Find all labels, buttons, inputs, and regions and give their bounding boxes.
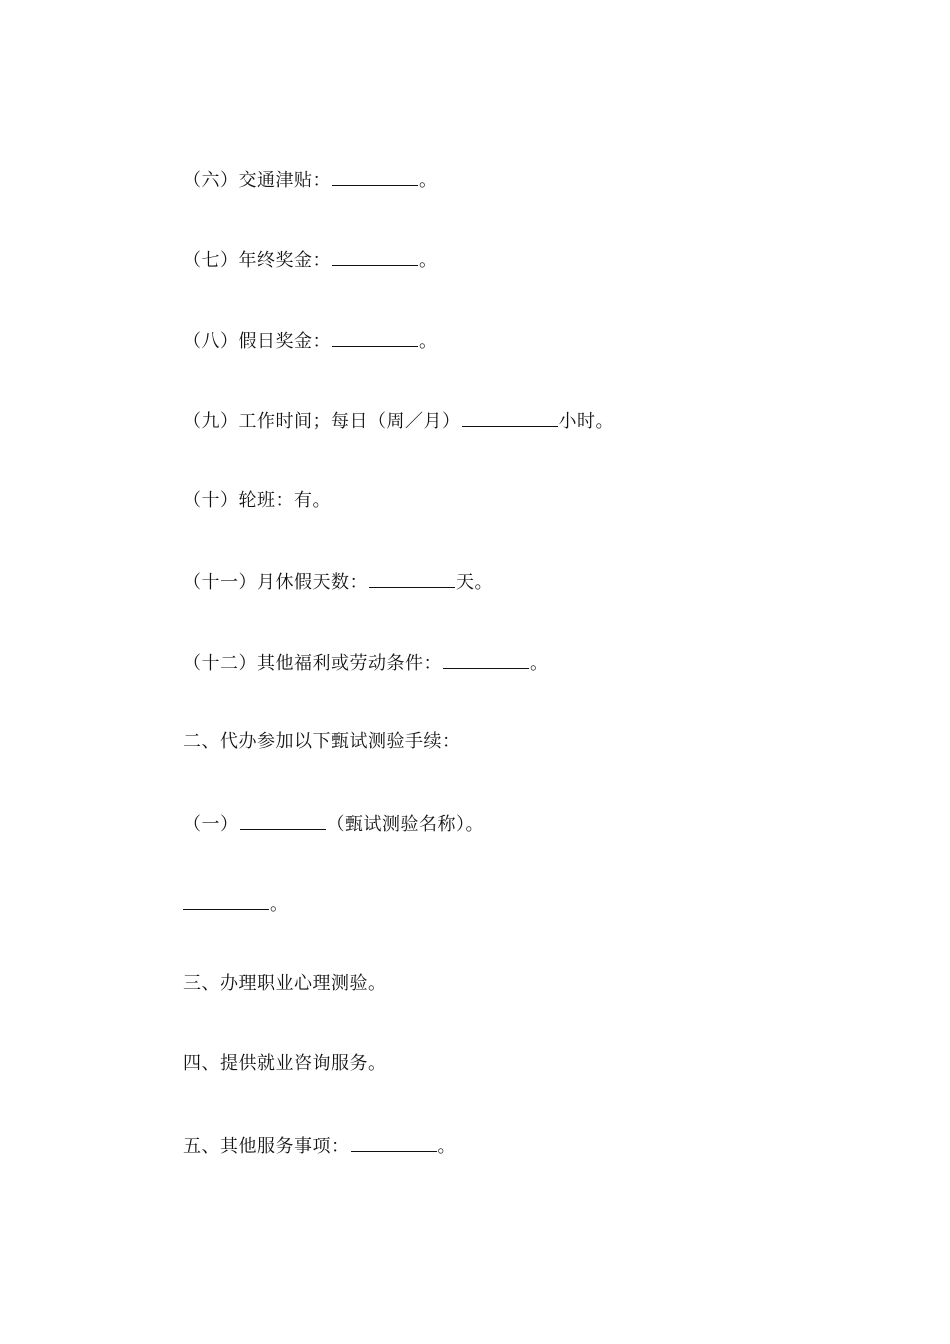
item-shift <box>183 489 331 513</box>
item-label: （十一）月休假天数： <box>183 572 368 593</box>
section-text: 三、办理职业心理测验。 <box>183 973 387 994</box>
item-suffix: 。 <box>530 653 549 674</box>
item-suffix: 天。 <box>456 572 493 593</box>
item-suffix: 。 <box>270 894 289 915</box>
item-label: （一） <box>183 814 239 835</box>
item-label: （九）工作时间；每日（周／月） <box>183 411 461 432</box>
section-three <box>183 972 387 996</box>
item-label: （七）年终奖金： <box>183 250 331 271</box>
section-text: 二、代办参加以下甄试测验手续： <box>183 731 461 752</box>
fill-blank[interactable] <box>332 328 418 347</box>
fill-blank[interactable] <box>462 408 558 427</box>
fill-blank[interactable] <box>240 811 326 830</box>
item-blank-line <box>183 891 289 917</box>
item-label: （六）交通津贴： <box>183 170 331 191</box>
item-suffix: 。 <box>419 331 438 352</box>
item-monthly-leave-days <box>183 569 493 595</box>
section-text: 四、提供就业咨询服务。 <box>183 1053 387 1074</box>
item-holiday-bonus <box>183 328 438 354</box>
item-suffix: （甄试测验名称）。 <box>326 814 484 835</box>
section-two-heading <box>183 730 461 754</box>
section-five <box>183 1133 456 1159</box>
item-suffix: 小时。 <box>558 411 614 432</box>
item-label: 五、其他服务事项： <box>183 1136 350 1157</box>
item-suffix: 。 <box>419 170 438 191</box>
item-label: （十二）其他福利或劳动条件： <box>183 653 442 674</box>
section-four <box>183 1052 387 1076</box>
fill-blank[interactable] <box>351 1133 437 1152</box>
item-year-end-bonus <box>183 247 438 273</box>
item-exam-name <box>183 811 484 837</box>
fill-blank[interactable] <box>183 891 269 910</box>
fill-blank[interactable] <box>332 247 418 266</box>
item-suffix: 。 <box>419 250 438 271</box>
item-other-benefits <box>183 650 549 676</box>
fill-blank[interactable] <box>332 167 418 186</box>
item-transport-allowance <box>183 167 438 193</box>
item-suffix: 。 <box>437 1136 456 1157</box>
item-label: （八）假日奖金： <box>183 331 331 352</box>
fill-blank[interactable] <box>443 650 529 669</box>
item-text: （十）轮班：有。 <box>183 490 331 511</box>
fill-blank[interactable] <box>369 569 455 588</box>
item-working-hours <box>183 408 614 434</box>
